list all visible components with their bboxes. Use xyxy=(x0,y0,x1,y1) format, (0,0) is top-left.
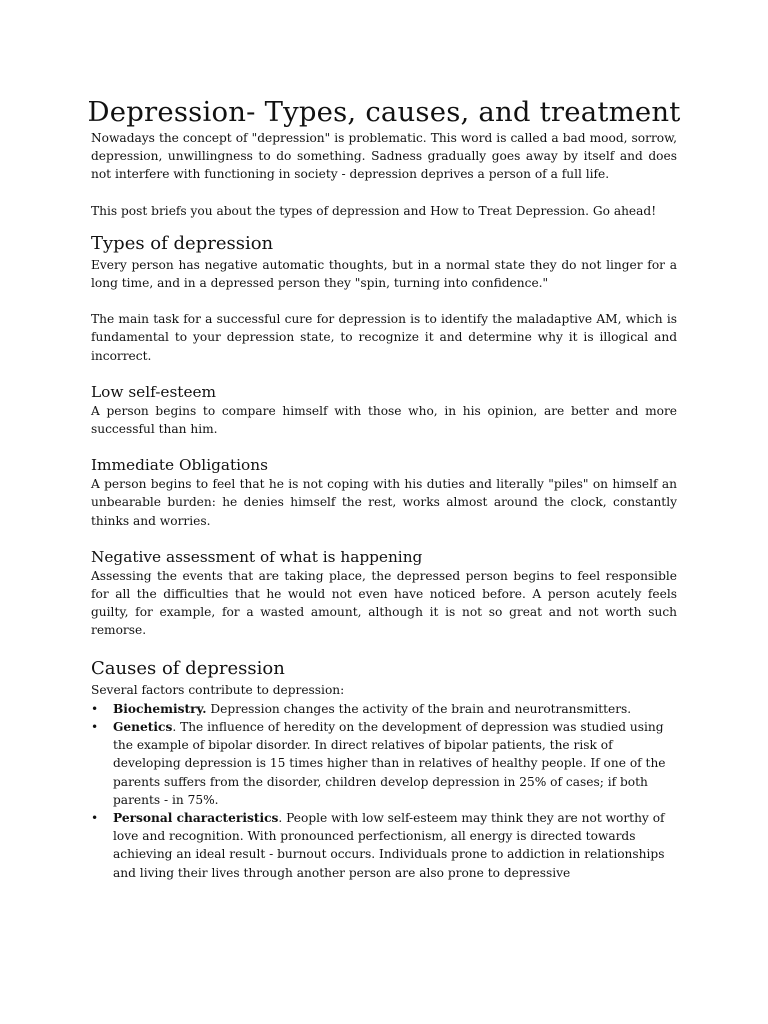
cause-text-genetics: . The influence of heredity on the development of depression was studied using the example of bipolar disorder. In direct relatives of bipolar patients, the risk of developing depression is 15 times higher than in relatives of healthy people. If one of the parents suffers from the disorder, children develop depression in 25% of cases; if both parents - in 75%. xyxy=(113,720,666,807)
list-item xyxy=(91,718,677,809)
immediate-obligations-text: A person begins to feel that he is not coping with his duties and literally "piles" on himself an unbearable burden: he denies himself the rest, works almost around the clock, constantly thinks and worries. xyxy=(91,477,677,528)
cause-term-genetics: Genetics xyxy=(113,720,173,735)
cause-term-personal-characteristics: Personal characteristics xyxy=(113,811,279,826)
intro-paragraph-1: Nowadays the concept of "depression" is problematic. This word is called a bad mood, sorrow, depression, unwillingness to do something. Sadness gradually goes away by itself and does not interfere with functioning in society - depression deprives a person of a full life. xyxy=(91,131,677,182)
intro-paragraph-2: This post briefs you about the types of depression and How to Treat Depression. Go ahead! xyxy=(91,203,657,218)
paragraph-spacer xyxy=(91,184,677,202)
types-heading: Types of depression xyxy=(91,232,274,254)
causes-list xyxy=(91,700,677,882)
bullet-icon: • xyxy=(91,811,99,826)
low-self-esteem-text: A person begins to compare himself with those who, in his opinion, are better and more successful than him. xyxy=(91,403,677,437)
bullet-icon: • xyxy=(91,720,99,735)
negative-assessment-text: Assessing the events that are taking place, the depressed person begins to feel responsible for all the difficulties that he would not even have noticed before. A person acutely feels guilty, for example, for a wasted amount, although it is not so great and not worth such remorse. xyxy=(91,568,677,638)
bullet-icon: • xyxy=(91,701,99,716)
causes-intro: Several factors contribute to depression: xyxy=(91,682,345,697)
cause-text-biochemistry: Depression changes the activity of the brain and neurotransmitters. xyxy=(206,701,632,716)
document-title: Depression- Types, causes, and treatment xyxy=(87,96,681,128)
causes-heading: Causes of depression xyxy=(91,657,285,679)
types-paragraph-2: The main task for a successful cure for depression is to identify the maladaptive AM, which is fundamental to your depression state, to recognize it and determine why it is illogical and incorrect. xyxy=(91,312,677,363)
cause-term-biochemistry: Biochemistry. xyxy=(113,701,207,716)
cause-text-personal-characteristics: . People with low self-esteem may think they are not worthy of love and recognition. With pronounced perfectionism, all energy is directed towards achieving an ideal result - burnout occurs. Individuals prone to addiction in relationships and living their lives through another person are also prone to depressive xyxy=(113,811,665,880)
paragraph-spacer xyxy=(91,292,677,310)
list-item xyxy=(91,809,677,882)
immediate-obligations-heading: Immediate Obligations xyxy=(91,456,268,475)
types-paragraph-1: Every person has negative automatic thoughts, but in a normal state they do not linger for a long time, and in a depressed person they "spin, turning into confidence." xyxy=(91,257,677,291)
low-self-esteem-heading: Low self-esteem xyxy=(91,382,217,401)
list-item xyxy=(91,700,677,718)
document-content xyxy=(87,96,681,882)
negative-assessment-heading: Negative assessment of what is happening xyxy=(91,547,423,566)
